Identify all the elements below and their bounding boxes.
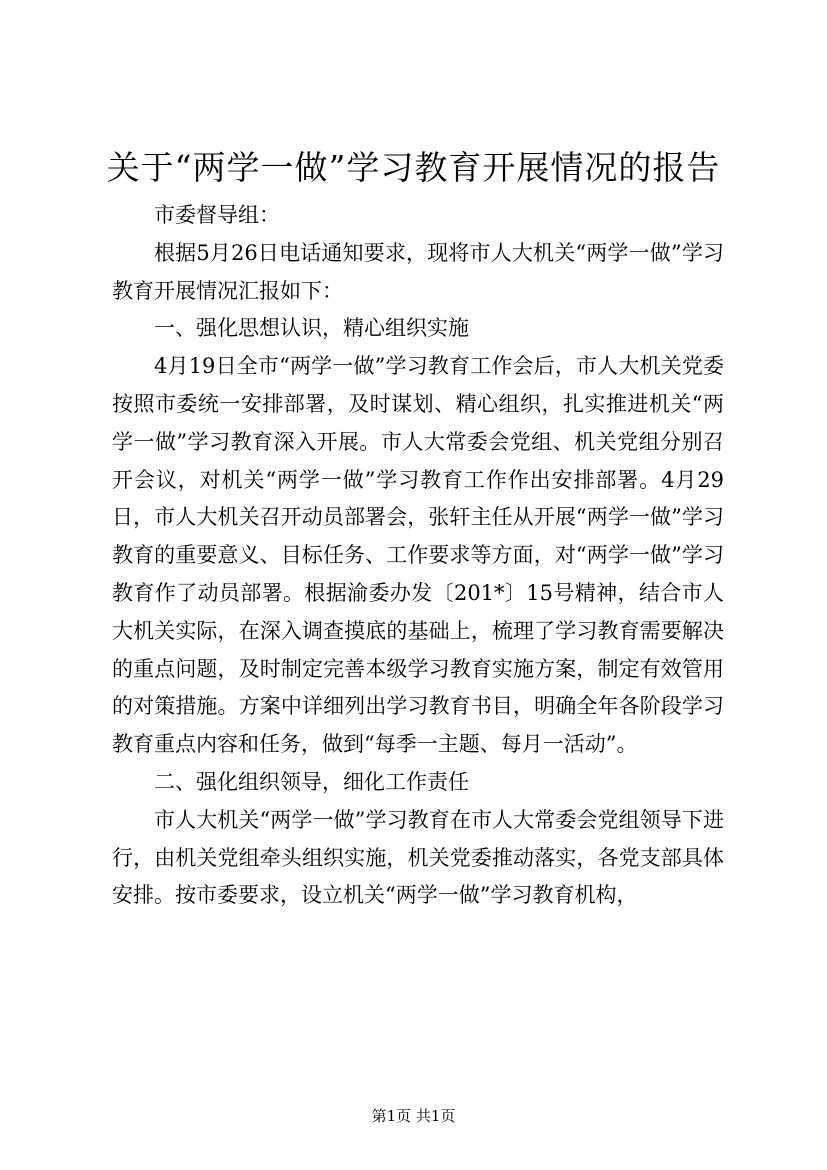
- section-heading-2: 二、强化组织领导，细化工作责任: [154, 769, 469, 794]
- section-heading-1: 一、强化思想认识，精心组织实施: [154, 316, 469, 341]
- salutation: 市委督导组：: [154, 203, 280, 227]
- intro-paragraph: 根据5月26日电话通知要求，现将市人大机关“两学一做”学习教育开展情况汇报如下：: [112, 240, 724, 303]
- document-title: 关于“两学一做”学习教育开展情况的报告: [106, 148, 721, 187]
- section-2-paragraph: 市人大机关“两学一做”学习教育在市人大常委会党组领导下进行，由机关党组牵头组织实施，机关党委推动落实，各党支部具体安排。按市委要求，设立机关“两学一做”学习教育机构，: [112, 807, 724, 908]
- section-1-paragraph: 4月19日全市“两学一做”学习教育工作会后，市人大机关党委按照市委统一安排部署，及时谋划、精心组织，扎实推进机关“两学一做”学习教育深入开展。市人大常委会党组、机关党组分别召开会议，对机关“两学一做”学习教育工作作出安排部署。4月29日，市人大机关召开动员部署会，张轩主任从开展“两学一做”学习教育的重要意义、目标任务、工作要求等方面，对“两学一做”学习教育作了动员部署。根据渝委办发〔201*〕15号精神，结合市人大机关实际，在深入调查摸底的基础上，梳理了学习教育需要解决的重点问题，及时制定完善本级学习教育实施方案，制定有效管用的对策措施。方案中详细列出学习教育书目，明确全年各阶段学习教育重点内容和任务，做到“每季一主题、每月一活动”。: [112, 354, 724, 757]
- page-footer: 第1页 共1页: [371, 1107, 456, 1125]
- document-body: [112, 197, 724, 915]
